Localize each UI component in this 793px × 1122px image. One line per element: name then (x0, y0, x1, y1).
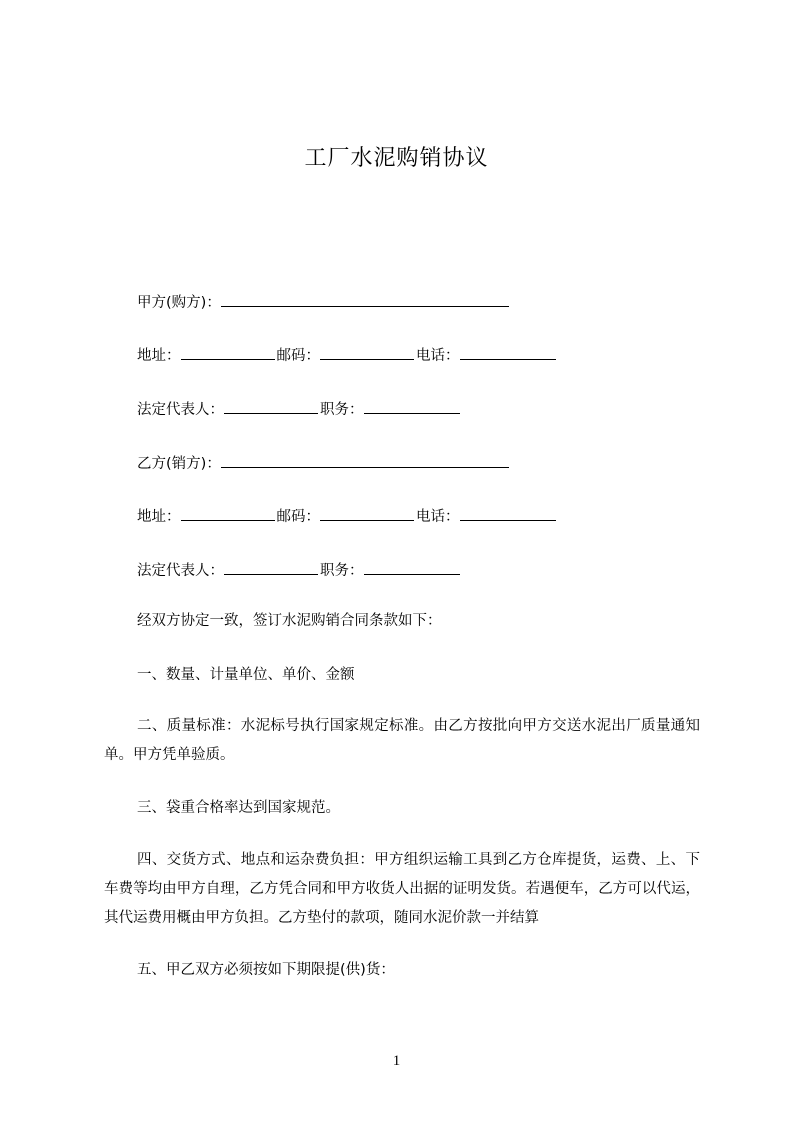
party-b-postcode-label: 邮码： (276, 509, 320, 525)
party-a-address-blank[interactable] (181, 344, 275, 360)
party-b-position-blank[interactable] (364, 559, 460, 575)
party-b-name-label: 乙方(销方)： (137, 456, 221, 472)
document-title: 工厂水泥购销协议 (304, 146, 489, 171)
party-a-position-label: 职务： (320, 402, 364, 418)
party-a-rep-line (137, 398, 462, 420)
party-b-address-blank[interactable] (181, 505, 275, 521)
party-b-contact-line (137, 505, 558, 527)
party-a-postcode-blank[interactable] (320, 344, 414, 360)
clause-4: 四、交货方式、地点和运杂费负担：甲方组织运输工具到乙方仓库提货，运费、上、下车费等均由甲方自理，乙方凭合同和甲方收货人出据的证明发货。若遇便车，乙方可以代运，其代运费用概由甲方负担。乙方垫付的款项，随同水泥价款一并结算 (104, 852, 700, 926)
clause-5: 五、甲乙双方必须按如下期限提(供)货： (137, 962, 395, 978)
party-b-rep-line (137, 559, 462, 581)
clause-3: 三、袋重合格率达到国家规范。 (137, 800, 340, 816)
party-b-name-line (137, 452, 511, 474)
party-a-name-line (137, 291, 511, 313)
party-b-phone-blank[interactable] (460, 505, 556, 521)
party-b-postcode-blank[interactable] (320, 505, 414, 521)
party-a-contact-line (137, 344, 558, 366)
party-b-address-label: 地址： (137, 509, 181, 525)
party-b-rep-label: 法定代表人： (137, 563, 224, 579)
intro-text: 经双方协定一致，签订水泥购销合同条款如下： (137, 613, 442, 629)
party-b-position-label: 职务： (320, 563, 364, 579)
clause-1: 一、数量、计量单位、单价、金额 (137, 667, 355, 683)
party-a-rep-blank[interactable] (224, 398, 318, 414)
party-a-name-label: 甲方(购方)： (137, 295, 221, 311)
party-a-postcode-label: 邮码： (276, 348, 320, 364)
party-b-name-blank[interactable] (221, 452, 509, 468)
page-number: 1 (392, 1053, 401, 1069)
party-a-rep-label: 法定代表人： (137, 402, 224, 418)
party-a-phone-blank[interactable] (460, 344, 556, 360)
clause-2: 二、质量标准：水泥标号执行国家规定标准。由乙方按批向甲方交送水泥出厂质量通知单。甲方凭单验质。 (104, 718, 700, 763)
party-a-phone-label: 电话： (416, 348, 460, 364)
party-b-rep-blank[interactable] (224, 559, 318, 575)
party-b-phone-label: 电话： (416, 509, 460, 525)
party-a-position-blank[interactable] (364, 398, 460, 414)
party-a-address-label: 地址： (137, 348, 181, 364)
party-a-name-blank[interactable] (221, 291, 509, 307)
